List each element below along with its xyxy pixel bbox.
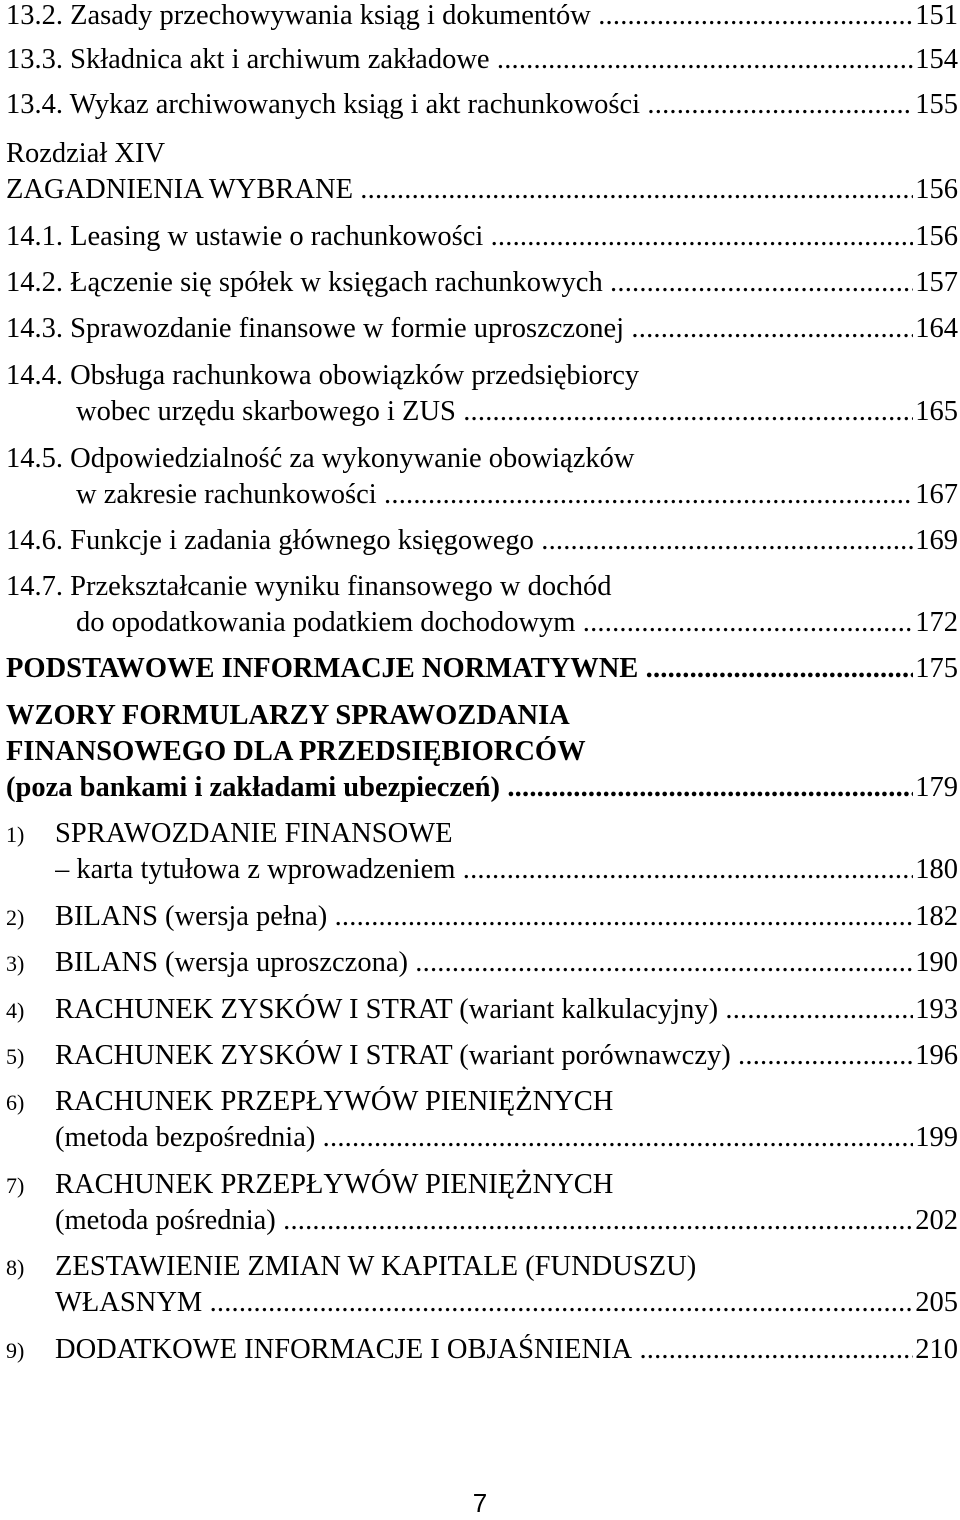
toc-entry[interactable]	[6, 89, 960, 129]
entry-number: 13.2.	[6, 0, 63, 31]
entry-page: 180	[915, 854, 958, 885]
entry-number: 13.4.	[6, 89, 63, 120]
entry-title: DODATKOWE INFORMACJE I OBJAŚNIENIA	[55, 1334, 633, 1365]
section-heading-line2	[6, 736, 960, 776]
entry-title: Wykaz archiwowanych ksiąg i akt rachunkowości	[69, 89, 641, 120]
entry-page: 193	[915, 994, 958, 1025]
entry-title: Funkcje i zadania głównego księgowego	[70, 525, 534, 556]
toc-entry[interactable]	[6, 221, 960, 261]
toc-entry[interactable]	[6, 1040, 960, 1080]
list-number: 3)	[6, 951, 25, 976]
toc-entry[interactable]	[6, 901, 960, 941]
entry-number: 14.7.	[6, 571, 63, 602]
entry-number: 14.6.	[6, 525, 63, 556]
toc-entry[interactable]	[6, 0, 960, 40]
list-number: 9)	[6, 1338, 25, 1363]
entry-number: 13.3.	[6, 44, 63, 75]
list-number: 1)	[6, 822, 25, 847]
list-number: 4)	[6, 998, 25, 1023]
toc-entry-line2[interactable]	[6, 396, 960, 436]
entry-page: 155	[915, 89, 958, 120]
entry-title-continued: WŁASNYM .....	[55, 1287, 913, 1319]
page-number: 7	[472, 1488, 488, 1518]
entry-title: RACHUNEK ZYSKÓW I STRAT (wariant porównawczy)	[55, 1040, 731, 1071]
toc-entry-line1[interactable]	[6, 1086, 960, 1126]
toc-entry-line2[interactable]	[6, 854, 960, 894]
entry-number: 14.2.	[6, 267, 63, 298]
toc-entry-line2[interactable]	[6, 1287, 960, 1327]
entry-title: BILANS (wersja pełna)	[55, 901, 328, 932]
toc-entry[interactable]	[6, 525, 960, 565]
toc-entry[interactable]	[6, 174, 960, 214]
entry-title: Sprawozdanie finansowe w formie uproszczonej	[70, 313, 625, 344]
entry-page: 157	[915, 267, 958, 298]
toc-entry[interactable]	[6, 44, 960, 84]
entry-page: 156	[915, 221, 958, 252]
toc-entry[interactable]	[6, 1334, 960, 1374]
toc-entry-line1[interactable]	[6, 1169, 960, 1209]
entry-title: PODSTAWOWE INFORMACJE NORMATYWNE .....	[6, 653, 913, 685]
entry-title: SPRAWOZDANIE FINANSOWE	[55, 818, 453, 849]
entry-title: RACHUNEK ZYSKÓW I STRAT (wariant kalkulacyjny)	[55, 994, 719, 1025]
entry-page: 164	[915, 313, 958, 344]
entry-page: 179	[915, 772, 958, 803]
entry-title-continued: w zakresie rachunkowości .....	[76, 479, 913, 511]
entry-page: 175	[915, 653, 958, 684]
entry-page: 210	[915, 1334, 958, 1365]
section-title: WZORY FORMULARZY SPRAWOZDANIA	[6, 700, 570, 731]
toc-entry-line2[interactable]	[6, 1122, 960, 1162]
toc-entry-line2[interactable]	[6, 1205, 960, 1245]
toc-entry[interactable]	[6, 267, 960, 307]
entry-title-continued: (metoda bezpośrednia) .....	[55, 1122, 913, 1154]
entry-page: 169	[915, 525, 958, 556]
entry-title: ZESTAWIENIE ZMIAN W KAPITALE (FUNDUSZU)	[55, 1251, 697, 1282]
entry-title-continued: wobec urzędu skarbowego i ZUS .....	[76, 396, 913, 428]
list-number: 5)	[6, 1044, 25, 1069]
toc-entry-line1[interactable]	[6, 1251, 960, 1291]
entry-page: 167	[915, 479, 958, 510]
entry-page: 202	[915, 1205, 958, 1236]
toc-entry-line1[interactable]	[6, 818, 960, 858]
entry-page: 199	[915, 1122, 958, 1153]
entry-title-continued: – karta tytułowa z wprowadzeniem .....	[55, 854, 913, 886]
toc-entry-line2[interactable]	[6, 607, 960, 647]
entry-page: 156	[915, 174, 958, 205]
entry-number: 14.5.	[6, 443, 63, 474]
entry-number: 14.3.	[6, 313, 63, 344]
entry-title: Leasing w ustawie o rachunkowości	[70, 221, 484, 252]
entry-title-continued: do opodatkowania podatkiem dochodowym .....	[76, 607, 913, 639]
chapter-title: ZAGADNIENIA WYBRANE .....	[6, 174, 913, 206]
toc-entry-line2[interactable]	[6, 479, 960, 519]
entry-title: Odpowiedzialność za wykonywanie obowiązków	[70, 443, 635, 474]
toc-entry-line1[interactable]	[6, 360, 960, 400]
entry-title: Łączenie się spółek w księgach rachunkowych	[70, 267, 603, 298]
toc-entry[interactable]	[6, 947, 960, 987]
entry-title: RACHUNEK PRZEPŁYWÓW PIENIĘŻNYCH	[55, 1169, 614, 1200]
entry-title: Obsługa rachunkowa obowiązków przedsiębiorcy	[70, 360, 640, 391]
entry-page: 205	[915, 1287, 958, 1318]
list-number: 7)	[6, 1173, 25, 1198]
list-number: 8)	[6, 1255, 25, 1280]
entry-number: 14.1.	[6, 221, 63, 252]
toc-entry[interactable]	[6, 994, 960, 1034]
chapter-number: Rozdział XIV	[6, 138, 166, 169]
entry-title: Przekształcanie wyniku finansowego w dochód	[70, 571, 612, 602]
toc-entry[interactable]	[6, 772, 960, 812]
entry-page: 190	[915, 947, 958, 978]
entry-number: 14.4.	[6, 360, 63, 391]
entry-page: 196	[915, 1040, 958, 1071]
toc-entry-line1[interactable]	[6, 443, 960, 483]
section-title: (poza bankami i zakładami ubezpieczeń) .....	[6, 772, 913, 804]
entry-page: 165	[915, 396, 958, 427]
entry-page: 182	[915, 901, 958, 932]
section-heading-line1	[6, 700, 960, 740]
entry-title: Składnica akt i archiwum zakładowe	[70, 44, 490, 75]
list-number: 6)	[6, 1090, 25, 1115]
entry-title-continued: (metoda pośrednia) .....	[55, 1205, 913, 1237]
entry-title: BILANS (wersja uproszczona)	[55, 947, 408, 978]
toc-entry[interactable]	[6, 653, 960, 693]
entry-title: Zasady przechowywania ksiąg i dokumentów	[70, 0, 591, 31]
list-number: 2)	[6, 905, 25, 930]
toc-entry-line1[interactable]	[6, 571, 960, 611]
section-title: FINANSOWEGO DLA PRZEDSIĘBIORCÓW	[6, 736, 586, 767]
chapter-heading	[6, 138, 960, 178]
toc-entry[interactable]	[6, 313, 960, 353]
entry-title: RACHUNEK PRZEPŁYWÓW PIENIĘŻNYCH	[55, 1086, 614, 1117]
entry-page: 151	[915, 0, 958, 31]
entry-page: 172	[915, 607, 958, 638]
entry-page: 154	[915, 44, 958, 75]
